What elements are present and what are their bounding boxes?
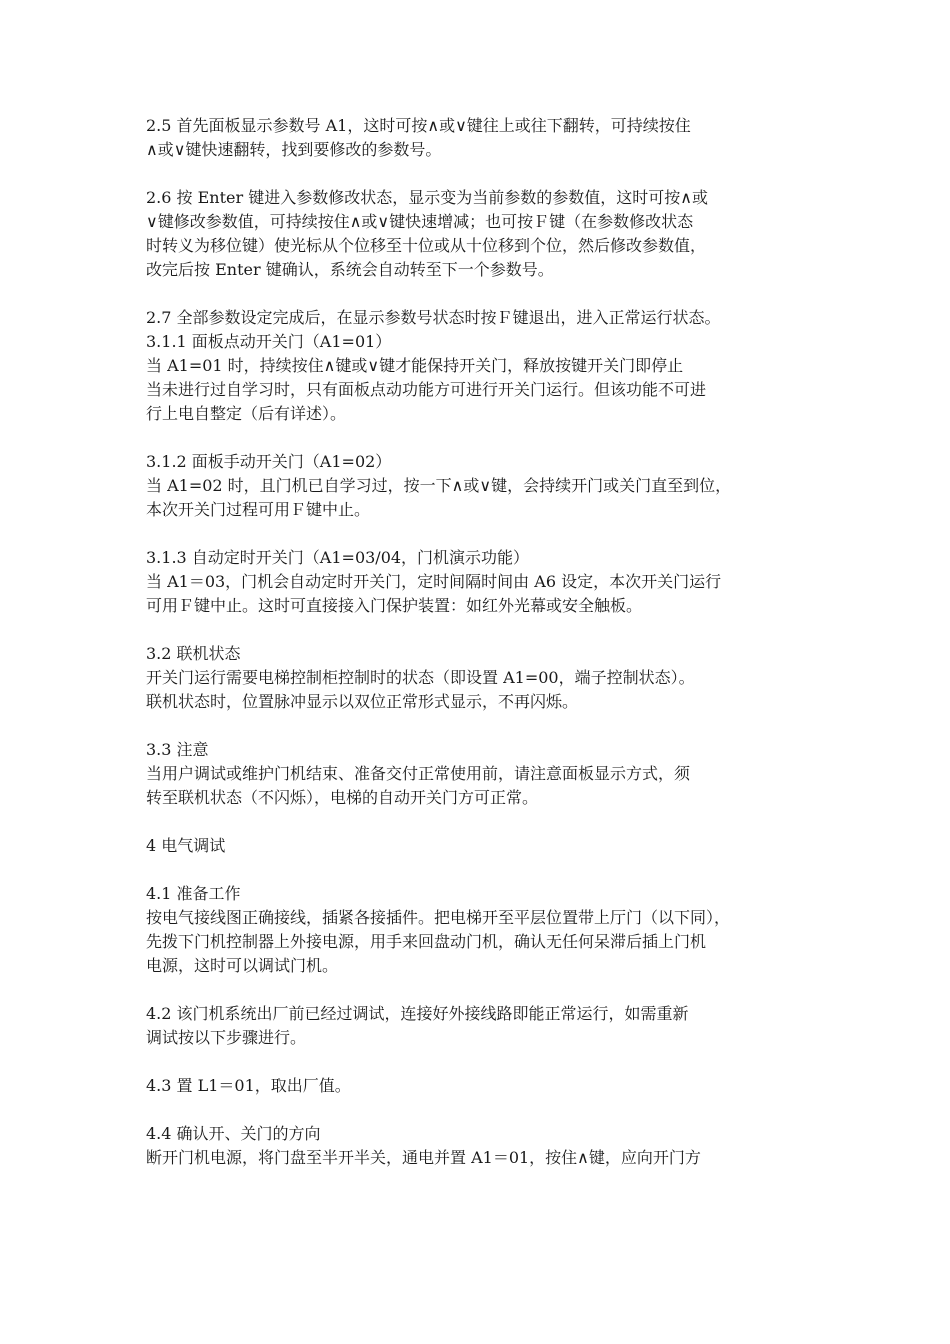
- section-heading-4: 4 电气调试: [146, 836, 226, 855]
- text-line: 改完后按 Enter 键确认，系统会自动转至下一个参数号。: [146, 260, 554, 279]
- paragraph-4-4: [146, 1122, 814, 1170]
- text-line: 当未进行过自学习时，只有面板点动功能方可进行开关门运行。但该功能不可进: [146, 380, 707, 399]
- paragraph-4-1: [146, 882, 814, 978]
- section-heading-3-1-3: 3.1.3 自动定时开关门（A1=03/04，门机演示功能）: [146, 548, 530, 567]
- text-line: 本次开关门过程可用Ｆ键中止。: [146, 500, 371, 519]
- text-line: 4.3 置 L1＝01，取出厂值。: [146, 1076, 351, 1095]
- paragraph-3-3: [146, 738, 814, 810]
- text-line: 2.7 全部参数设定完成后，在显示参数号状态时按Ｆ键退出，进入正常运行状态。: [146, 308, 721, 327]
- text-line: 当 A1=02 时，且门机已自学习过，按一下∧或∨键，会持续开门或关门直至到位，: [146, 476, 732, 495]
- text-line: 先拨下门机控制器上外接电源，用手来回盘动门机，确认无任何呆滞后插上门机: [146, 932, 707, 951]
- text-line: 开关门运行需要电梯控制柜控制时的状态（即设置 A1=00，端子控制状态）。: [146, 668, 695, 687]
- paragraph-4: [146, 834, 814, 858]
- paragraph-3-2: [146, 642, 814, 714]
- text-line: 可用Ｆ键中止。这时可直接接入门保护装置：如红外光幕或安全触板。: [146, 596, 643, 615]
- text-line: 时转义为移位键）使光标从个位移至十位或从十位移到个位，然后修改参数值，: [146, 236, 707, 255]
- paragraph-4-3: [146, 1074, 814, 1098]
- paragraph-2-7: [146, 306, 814, 426]
- text-line: 当 A1=01 时，持续按住∧键或∨键才能保持开关门，释放按键开关门即停止: [146, 356, 684, 375]
- paragraph-3-1-2: [146, 450, 814, 522]
- text-line: 转至联机状态（不闪烁），电梯的自动开关门方可正常。: [146, 788, 539, 807]
- text-line: 电源，这时可以调试门机。: [146, 956, 339, 975]
- text-line: 当 A1＝03，门机会自动定时开关门，定时间隔时间由 A6 设定，本次开关门运行: [146, 572, 722, 591]
- section-heading-4-4: 4.4 确认开、关门的方向: [146, 1124, 321, 1143]
- section-heading-3-1-1: 3.1.1 面板点动开关门（A1=01）: [146, 332, 392, 351]
- text-line: 2.5 首先面板显示参数号 A1，这时可按∧或∨键往上或往下翻转，可持续按住: [146, 116, 691, 135]
- text-line: 调试按以下步骤进行。: [146, 1028, 307, 1047]
- section-heading-3-1-2: 3.1.2 面板手动开关门（A1=02）: [146, 452, 392, 471]
- text-line: 2.6 按 Enter 键进入参数修改状态，显示变为当前参数的参数值，这时可按∧或: [146, 188, 708, 207]
- text-line: 行上电自整定（后有详述）。: [146, 404, 347, 423]
- paragraph-2-5: [146, 114, 814, 162]
- paragraph-2-6: [146, 186, 814, 282]
- text-line: 4.2 该门机系统出厂前已经过调试，连接好外接线路即能正常运行，如需重新: [146, 1004, 689, 1023]
- section-heading-4-1: 4.1 准备工作: [146, 884, 241, 903]
- section-heading-3-2: 3.2 联机状态: [146, 644, 241, 663]
- text-line: 按电气接线图正确接线，插紧各接插件。把电梯开至平层位置带上厅门（以下同），: [146, 908, 731, 927]
- text-line: ∧或∨键快速翻转，找到要修改的参数号。: [146, 140, 442, 159]
- text-line: 当用户调试或维护门机结束、准备交付正常使用前，请注意面板显示方式，须: [146, 764, 691, 783]
- text-line: ∨键修改参数值，可持续按住∧或∨键快速增减；也可按Ｆ键（在参数修改状态: [146, 212, 694, 231]
- section-heading-3-3: 3.3 注意: [146, 740, 209, 759]
- paragraph-4-2: [146, 1002, 814, 1050]
- paragraph-3-1-3: [146, 546, 814, 618]
- text-line: 断开门机电源，将门盘至半开半关，通电并置 A1＝01，按住∧键，应向开门方: [146, 1148, 701, 1167]
- document-body: [146, 114, 814, 1194]
- text-line: 联机状态时，位置脉冲显示以双位正常形式显示，不再闪烁。: [146, 692, 579, 711]
